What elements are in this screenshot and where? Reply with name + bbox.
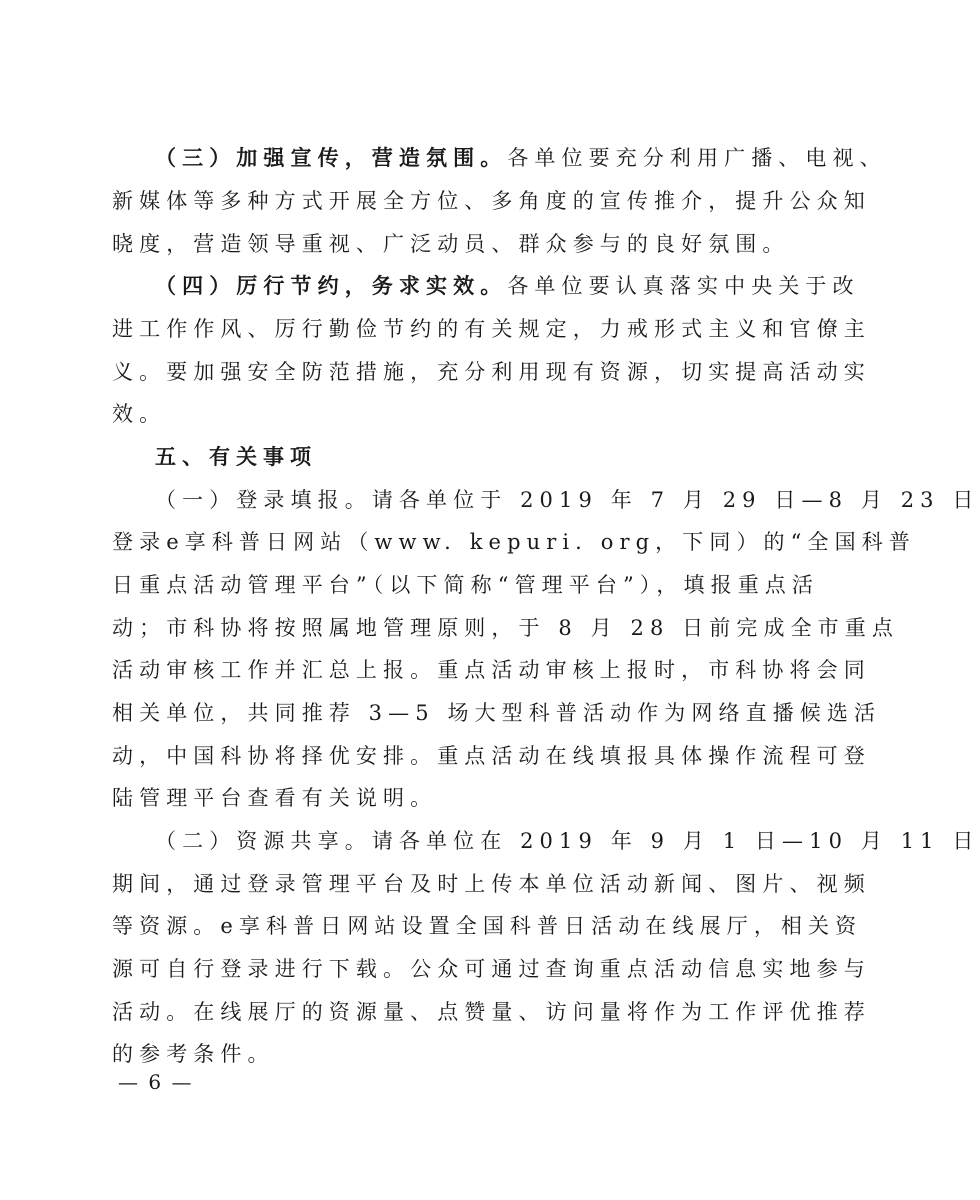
paragraph-5-1-line-5: 活动审核工作并汇总上报。重点活动审核上报时，市科协将会同 [112,658,871,682]
paragraph-4-label: （四）厉行节约，务求实效。 [155,273,508,298]
paragraph-4-line-1 [155,271,860,301]
paragraph-3-line-2: 新媒体等多种方式开展全方位、多角度的宣传推介，提升公众知 [112,189,871,213]
paragraph-4-text: 各单位要认真落实中央关于改 [507,274,860,298]
paragraph-3-line-3: 晓度，营造领导重视、广泛动员、群众参与的良好氛围。 [112,232,790,256]
paragraph-5-2-line-6: 的参考条件。 [112,1042,275,1066]
paragraph-3-text: 各单位要充分利用广播、电视、 [507,146,887,170]
paragraph-5-2-line-1 [155,826,980,856]
paragraph-5-2-line-2: 期间，通过登录管理平台及时上传本单位活动新闻、图片、视频 [112,872,871,896]
paragraph-5-2-label: （二）资源共享。 [155,829,372,853]
section-heading-5: 五、有关事项 [155,445,317,469]
paragraph-4-line-2: 进工作作风、厉行勤俭节约的有关规定，力戒形式主义和官僚主 [112,317,871,341]
paragraph-5-1-line-4: 动；市科协将按照属地管理原则，于 8 月 28 日前完成全市重点 [112,616,899,640]
paragraph-5-1-label: （一）登录填报。 [155,488,372,512]
paragraph-4-line-3: 义。要加强安全防范措施，充分利用现有资源，切实提高活动实 [112,360,871,384]
paragraph-5-2-text: 请各单位在 2019 年 9 月 1 日—10 月 11 日 [371,829,980,853]
paragraph-5-1-line-7: 动，中国科协将择优安排。重点活动在线填报具体操作流程可登 [112,744,871,768]
paragraph-3-line-1 [155,143,887,173]
page-number: — 6 — [118,1070,194,1094]
paragraph-5-2-line-3: 等资源。e享科普日网站设置全国科普日活动在线展厅，相关资 [112,914,863,938]
paragraph-5-1-text: 请各单位于 2019 年 7 月 29 日—8 月 23 日 [371,488,980,512]
paragraph-5-2-line-5: 活动。在线展厅的资源量、点赞量、访问量将作为工作评优推荐 [112,1000,871,1024]
paragraph-5-1-line-2: 登录e享科普日网站（www. kepuri. org，下同）的“全国科普 [112,530,916,554]
paragraph-5-1-line-8: 陆管理平台查看有关说明。 [112,786,438,810]
paragraph-5-1-line-1 [155,485,980,515]
paragraph-5-1-line-6: 相关单位，共同推荐 3—5 场大型科普活动作为网络直播候选活 [112,701,882,725]
paragraph-5-1-line-3: 日重点活动管理平台”（以下简称“管理平台”），填报重点活 [112,573,820,597]
paragraph-5-2-line-4: 源可自行登录进行下载。公众可通过查询重点活动信息实地参与 [112,957,871,981]
paragraph-4-line-4: 效。 [112,402,167,426]
paragraph-3-label: （三）加强宣传，营造氛围。 [155,145,508,170]
